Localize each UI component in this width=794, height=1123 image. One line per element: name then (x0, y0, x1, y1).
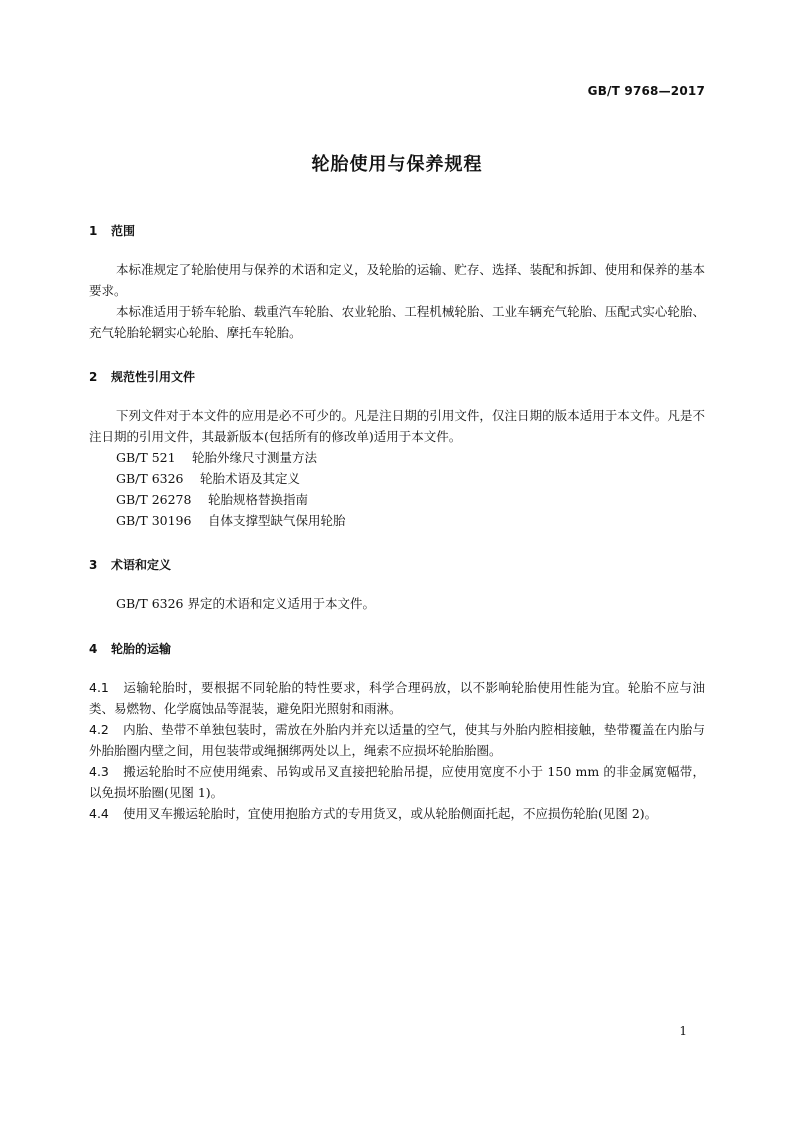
clause (89, 677, 705, 719)
reference-code: GB/T 26278 (116, 492, 192, 507)
clause-text: 搬运轮胎时不应使用绳索、吊钩或吊叉直接把轮胎吊提，应使用宽度不小于 150 mm 的非金属宽幅带，以免损坏胎圈(见图 1)。 (89, 764, 705, 800)
reference-code: GB/T 6326 (116, 471, 184, 486)
paragraph: 本标准规定了轮胎使用与保养的术语和定义，及轮胎的运输、贮存、选择、装配和拆卸、使用和保养的基本要求。 (89, 262, 705, 298)
reference-title: 轮胎术语及其定义 (200, 471, 301, 486)
section-scope (89, 222, 705, 239)
section-title: 术语和定义 (111, 558, 172, 572)
clause (89, 761, 705, 803)
reference-item (116, 510, 705, 531)
section-transport-body (89, 677, 705, 824)
reference-item (116, 447, 705, 468)
section-heading (89, 640, 705, 657)
clause (89, 803, 705, 824)
section-number: 1 (89, 224, 98, 238)
reference-item (116, 489, 705, 510)
paragraph: GB/T 6326 界定的术语和定义适用于本文件。 (116, 596, 375, 611)
page-number: 1 (679, 1024, 687, 1038)
section-scope-body (89, 259, 705, 343)
section-heading (89, 556, 705, 573)
section-title: 轮胎的运输 (111, 642, 172, 656)
reference-title: 轮胎外缘尺寸测量方法 (192, 450, 318, 465)
clause-number: 4.1 (89, 680, 109, 695)
section-heading (89, 222, 705, 239)
clause-number: 4.3 (89, 764, 109, 779)
clause-text: 使用叉车搬运轮胎时，宜使用抱胎方式的专用货叉，或从轮胎侧面托起，不应损伤轮胎(见图 2)。 (123, 806, 658, 821)
clause-number: 4.2 (89, 722, 109, 737)
standard-code: GB/T 9768—2017 (587, 84, 705, 98)
section-number: 2 (89, 370, 98, 384)
clause (89, 719, 705, 761)
section-transport (89, 640, 705, 657)
reference-code: GB/T 30196 (116, 513, 192, 528)
reference-title: 轮胎规格替换指南 (208, 492, 309, 507)
clause-text: 内胎、垫带不单独包装时，需放在外胎内并充以适量的空气，使其与外胎内腔相接触，垫带覆盖在内胎与外胎胎圈内壁之间，用包装带或绳捆绑两处以上，绳索不应损坏轮胎胎圈。 (89, 722, 705, 758)
reference-item (116, 468, 705, 489)
section-title: 规范性引用文件 (111, 370, 196, 384)
paragraph: 本标准适用于轿车轮胎、载重汽车轮胎、农业轮胎、工程机械轮胎、工业车辆充气轮胎、压配式实心轮胎、充气轮胎轮辋实心轮胎、摩托车轮胎。 (89, 304, 705, 340)
section-terms-body (89, 593, 705, 614)
document-title: 轮胎使用与保养规程 (311, 154, 483, 175)
section-title: 范围 (111, 224, 136, 238)
clause-number: 4.4 (89, 806, 109, 821)
section-normative-references (89, 368, 705, 385)
reference-code: GB/T 521 (116, 450, 176, 465)
section-number: 4 (89, 642, 98, 656)
section-normative-references-body (89, 405, 705, 531)
reference-title: 自体支撑型缺气保用轮胎 (208, 513, 346, 528)
section-number: 3 (89, 558, 98, 572)
section-heading (89, 368, 705, 385)
clause-text: 运输轮胎时，要根据不同轮胎的特性要求，科学合理码放，以不影响轮胎使用性能为宜。轮胎不应与油类、易燃物、化学腐蚀品等混装，避免阳光照射和雨淋。 (89, 680, 705, 716)
paragraph: 下列文件对于本文件的应用是必不可少的。凡是注日期的引用文件，仅注日期的版本适用于本文件。凡是不注日期的引用文件，其最新版本(包括所有的修改单)适用于本文件。 (89, 408, 705, 444)
section-terms (89, 556, 705, 573)
